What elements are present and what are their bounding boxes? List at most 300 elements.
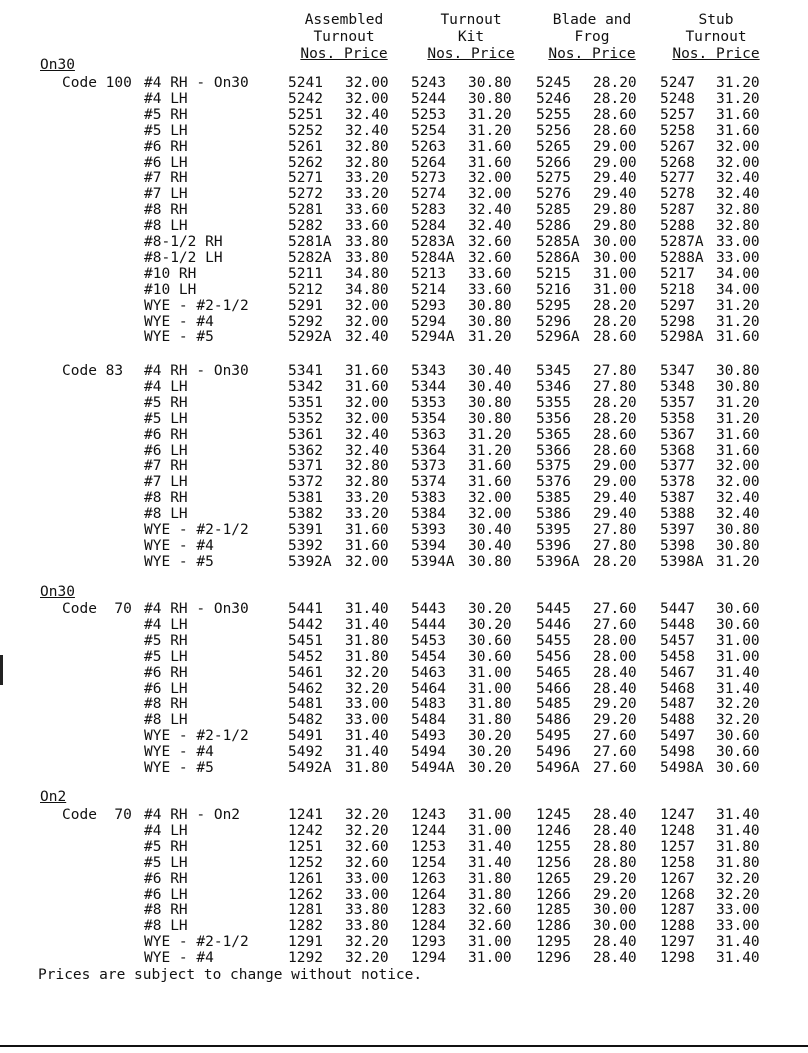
price: 30.60 (716, 601, 760, 617)
catalog-number: 5351 (288, 394, 323, 411)
header-line1: Stub (698, 12, 734, 28)
price: 31.20 (716, 394, 760, 411)
price: 32.20 (716, 696, 760, 713)
catalog-number: 5448 (660, 616, 695, 633)
price: 31.00 (468, 822, 512, 839)
turnout-description: #7 LH (144, 474, 188, 491)
price: 30.80 (716, 537, 760, 554)
catalog-number: 1291 (288, 934, 323, 951)
turnout-description: WYE - #4 (144, 744, 214, 761)
table-row (0, 283, 808, 299)
catalog-number: 5378 (660, 474, 695, 491)
price: 30.60 (716, 760, 760, 776)
price: 29.20 (593, 696, 637, 713)
price: 31.00 (468, 807, 512, 823)
catalog-number: 5257 (660, 106, 695, 123)
price: 31.60 (345, 537, 389, 554)
price: 33.00 (345, 696, 389, 713)
price: 31.40 (345, 616, 389, 633)
price: 32.00 (345, 75, 389, 91)
catalog-number: 5385 (536, 490, 571, 507)
catalog-number: 5253 (411, 106, 446, 123)
price: 32.40 (716, 506, 760, 523)
catalog-number: 5398 (660, 537, 695, 554)
catalog-number: 1298 (660, 950, 695, 967)
catalog-number: 5376 (536, 474, 571, 491)
catalog-number: 1247 (660, 807, 695, 823)
catalog-number: 5441 (288, 601, 323, 617)
price: 33.20 (345, 186, 389, 203)
catalog-number: 5285 (536, 202, 571, 219)
catalog-number: 5488 (660, 712, 695, 729)
catalog-number: 1256 (536, 854, 571, 871)
catalog-number: 5387 (660, 490, 695, 507)
catalog-number: 5273 (411, 170, 446, 187)
price: 30.00 (593, 918, 637, 935)
price: 32.40 (468, 202, 512, 219)
price: 30.00 (593, 902, 637, 919)
price: 29.00 (593, 138, 637, 155)
catalog-number: 5294 (411, 313, 446, 330)
price: 31.60 (716, 106, 760, 123)
turnout-description: #4 RH - On30 (144, 75, 249, 91)
catalog-number: 5298A (660, 329, 704, 346)
catalog-number: 5281A (288, 234, 332, 250)
catalog-number: 1268 (660, 886, 695, 903)
table-row (0, 618, 808, 634)
catalog-number: 5483 (411, 696, 446, 713)
price: 32.20 (345, 807, 389, 823)
price: 31.60 (716, 329, 760, 346)
catalog-number: 1284 (411, 918, 446, 935)
catalog-number: 5468 (660, 680, 695, 697)
turnout-description: WYE - #4 (144, 537, 214, 554)
catalog-number: 5296 (536, 313, 571, 330)
catalog-number: 5291 (288, 297, 323, 314)
price: 28.60 (593, 329, 637, 346)
catalog-number: 5498 (660, 744, 695, 761)
catalog-number: 5216 (536, 281, 571, 298)
turnout-description: #6 LH (144, 886, 188, 903)
price: 30.80 (468, 297, 512, 314)
price: 31.80 (345, 648, 389, 665)
catalog-number: 5256 (536, 122, 571, 139)
table-row (0, 92, 808, 108)
catalog-number: 1262 (288, 886, 323, 903)
catalog-number: 5487 (660, 696, 695, 713)
turnout-description: #6 RH (144, 870, 188, 887)
price: 31.80 (468, 870, 512, 887)
price: 31.60 (468, 154, 512, 171)
price: 31.40 (716, 950, 760, 967)
price: 31.60 (716, 426, 760, 443)
catalog-number: 5395 (536, 522, 571, 538)
catalog-number: 5262 (288, 154, 323, 171)
header-line2: Frog (574, 29, 610, 45)
catalog-number: 5264 (411, 154, 446, 171)
price: 31.40 (716, 680, 760, 697)
catalog-number: 1282 (288, 918, 323, 935)
turnout-description: #8 RH (144, 902, 188, 919)
price: 31.40 (468, 838, 512, 855)
catalog-number: 5458 (660, 648, 695, 665)
table-row (0, 140, 808, 156)
price: 30.40 (468, 378, 512, 395)
turnout-description: #6 RH (144, 138, 188, 155)
catalog-number: 1242 (288, 822, 323, 839)
catalog-number: 5497 (660, 728, 695, 745)
price: 29.00 (593, 474, 637, 491)
header-assembled-turnout (288, 12, 400, 63)
turnout-description: #5 LH (144, 410, 188, 427)
table-row (0, 380, 808, 396)
catalog-number: 5443 (411, 601, 446, 617)
catalog-number: 5356 (536, 410, 571, 427)
price: 31.00 (716, 632, 760, 649)
price: 31.20 (716, 410, 760, 427)
price: 30.40 (468, 522, 512, 538)
catalog-number: 5272 (288, 186, 323, 203)
price: 31.40 (345, 601, 389, 617)
turnout-description: #6 LH (144, 154, 188, 171)
price: 32.00 (345, 410, 389, 427)
turnout-description: #7 RH (144, 458, 188, 475)
catalog-number: 5213 (411, 265, 446, 282)
catalog-number: 5292A (288, 329, 332, 346)
price: 29.00 (593, 458, 637, 475)
catalog-number: 5242 (288, 90, 323, 107)
table-row (0, 856, 808, 872)
table-row (0, 491, 808, 507)
price: 31.60 (716, 122, 760, 139)
price: 32.80 (345, 154, 389, 171)
price: 33.80 (345, 902, 389, 919)
price: 31.40 (345, 744, 389, 761)
catalog-number: 5494A (411, 760, 455, 776)
turnout-description: #5 RH (144, 838, 188, 855)
catalog-number: 5461 (288, 664, 323, 681)
catalog-number: 5467 (660, 664, 695, 681)
catalog-number: 5263 (411, 138, 446, 155)
table-row (0, 124, 808, 140)
price: 28.00 (593, 632, 637, 649)
turnout-description: #6 RH (144, 664, 188, 681)
catalog-number: 5294A (411, 329, 455, 346)
table-row (0, 697, 808, 713)
price: 33.00 (716, 902, 760, 919)
catalog-number: 5281 (288, 202, 323, 219)
catalog-number: 1265 (536, 870, 571, 887)
catalog-number: 5211 (288, 265, 323, 282)
catalog-number: 5451 (288, 632, 323, 649)
catalog-number: 5364 (411, 442, 446, 459)
catalog-number: 5252 (288, 122, 323, 139)
turnout-description: WYE - #2-1/2 (144, 522, 249, 538)
price: 32.20 (716, 886, 760, 903)
catalog-number: 1263 (411, 870, 446, 887)
scan-bottom-rule (0, 1045, 808, 1047)
price: 32.00 (345, 553, 389, 570)
table-row (0, 219, 808, 235)
turnout-description: #4 RH - On30 (144, 601, 249, 617)
catalog-number: 5494 (411, 744, 446, 761)
catalog-number: 1267 (660, 870, 695, 887)
price: 29.20 (593, 886, 637, 903)
catalog-number: 5446 (536, 616, 571, 633)
price: 33.80 (345, 234, 389, 250)
price: 32.00 (716, 154, 760, 171)
price: 27.80 (593, 378, 637, 395)
catalog-number: 5463 (411, 664, 446, 681)
catalog-number: 5246 (536, 90, 571, 107)
price: 30.60 (468, 632, 512, 649)
price: 32.40 (468, 218, 512, 235)
catalog-number: 5492A (288, 760, 332, 776)
price: 32.40 (345, 122, 389, 139)
catalog-number: 5462 (288, 680, 323, 697)
catalog-number: 5357 (660, 394, 695, 411)
price: 27.60 (593, 728, 637, 745)
catalog-number: 5271 (288, 170, 323, 187)
price: 33.20 (345, 170, 389, 187)
turnout-description: #6 RH (144, 426, 188, 443)
turnout-description: WYE - #5 (144, 329, 214, 346)
price: 29.00 (593, 154, 637, 171)
catalog-number: 1296 (536, 950, 571, 967)
table-row (0, 602, 808, 618)
catalog-number: 1287 (660, 902, 695, 919)
table-row (0, 713, 808, 729)
catalog-number: 5282 (288, 218, 323, 235)
catalog-number: 5396 (536, 537, 571, 554)
catalog-number: 5372 (288, 474, 323, 491)
catalog-number: 5374 (411, 474, 446, 491)
catalog-number: 5375 (536, 458, 571, 475)
catalog-number: 5368 (660, 442, 695, 459)
turnout-description: WYE - #2-1/2 (144, 728, 249, 745)
catalog-number: 5393 (411, 522, 446, 538)
catalog-number: 5343 (411, 363, 446, 379)
price: 31.80 (345, 632, 389, 649)
catalog-number: 5265 (536, 138, 571, 155)
catalog-number: 5464 (411, 680, 446, 697)
catalog-number: 5251 (288, 106, 323, 123)
catalog-number: 1251 (288, 838, 323, 855)
catalog-number: 5261 (288, 138, 323, 155)
price: 31.80 (468, 886, 512, 903)
price: 30.80 (716, 522, 760, 538)
catalog-number: 5371 (288, 458, 323, 475)
catalog-number: 5266 (536, 154, 571, 171)
price: 31.40 (716, 822, 760, 839)
catalog-number: 5495 (536, 728, 571, 745)
catalog-number: 5466 (536, 680, 571, 697)
price: 31.00 (716, 648, 760, 665)
table-row (0, 428, 808, 444)
price: 32.60 (345, 854, 389, 871)
turnout-description: WYE - #5 (144, 760, 214, 776)
turnout-description: #5 RH (144, 394, 188, 411)
price: 32.00 (468, 506, 512, 523)
table-row (0, 267, 808, 283)
catalog-number: 5493 (411, 728, 446, 745)
price: 31.60 (345, 378, 389, 395)
price: 31.20 (468, 329, 512, 346)
price: 30.60 (716, 616, 760, 633)
header-nos-price: Nos. Price (427, 46, 515, 62)
catalog-number: 1255 (536, 838, 571, 855)
turnout-description: #7 LH (144, 186, 188, 203)
catalog-number: 5397 (660, 522, 695, 538)
catalog-number: 5365 (536, 426, 571, 443)
price: 33.60 (468, 265, 512, 282)
turnout-description: #8 RH (144, 490, 188, 507)
catalog-number: 1258 (660, 854, 695, 871)
turnout-description: #5 LH (144, 648, 188, 665)
price: 33.20 (345, 506, 389, 523)
section-label: On30 (40, 584, 75, 600)
price: 32.80 (345, 138, 389, 155)
price: 31.60 (345, 363, 389, 379)
catalog-number: 5361 (288, 426, 323, 443)
table-row (0, 951, 808, 967)
price: 33.00 (716, 234, 760, 250)
catalog-number: 5292 (288, 313, 323, 330)
catalog-number: 5295 (536, 297, 571, 314)
table-row (0, 251, 808, 267)
price: 30.80 (468, 410, 512, 427)
catalog-number: 5485 (536, 696, 571, 713)
catalog-number: 5358 (660, 410, 695, 427)
catalog-number: 5258 (660, 122, 695, 139)
catalog-number: 5287A (660, 234, 704, 250)
price: 28.20 (593, 75, 637, 91)
price: 31.20 (716, 75, 760, 91)
price: 32.20 (716, 870, 760, 887)
price: 30.80 (468, 90, 512, 107)
price: 31.20 (716, 297, 760, 314)
price: 30.60 (716, 744, 760, 761)
turnout-description: #5 RH (144, 632, 188, 649)
price: 32.20 (716, 712, 760, 729)
price: 31.00 (593, 281, 637, 298)
price: 30.80 (468, 75, 512, 91)
catalog-number: 1254 (411, 854, 446, 871)
header-line1: Turnout (440, 12, 502, 28)
price: 33.00 (716, 249, 760, 266)
catalog-number: 1297 (660, 934, 695, 951)
catalog-number: 5388 (660, 506, 695, 523)
price: 33.00 (345, 886, 389, 903)
catalog-number: 1257 (660, 838, 695, 855)
price: 31.60 (716, 442, 760, 459)
price: 33.60 (345, 218, 389, 235)
price: 31.60 (468, 458, 512, 475)
price: 31.40 (716, 807, 760, 823)
price: 32.40 (716, 186, 760, 203)
catalog-number: 5391 (288, 522, 323, 538)
price: 31.20 (716, 313, 760, 330)
catalog-number: 5267 (660, 138, 695, 155)
header-stub-turnout (660, 12, 772, 63)
catalog-number: 5348 (660, 378, 695, 395)
catalog-number: 5452 (288, 648, 323, 665)
table-row (0, 396, 808, 412)
price: 29.40 (593, 186, 637, 203)
price: 27.60 (593, 760, 637, 776)
price: 31.60 (468, 138, 512, 155)
turnout-description: WYE - #2-1/2 (144, 297, 249, 314)
table-row (0, 507, 808, 523)
price: 31.40 (345, 728, 389, 745)
turnout-description: #4 LH (144, 378, 188, 395)
price: 31.80 (716, 838, 760, 855)
catalog-number: 5218 (660, 281, 695, 298)
catalog-number: 5341 (288, 363, 323, 379)
turnout-description: #4 LH (144, 822, 188, 839)
table-row (0, 729, 808, 745)
catalog-number: 1253 (411, 838, 446, 855)
price: 32.80 (345, 458, 389, 475)
table-row (0, 235, 808, 251)
catalog-number: 1252 (288, 854, 323, 871)
price: 31.00 (468, 664, 512, 681)
price: 32.40 (345, 442, 389, 459)
table-row (0, 745, 808, 761)
turnout-description: WYE - #2-1/2 (144, 934, 249, 951)
rail-code: Code 70 (62, 601, 132, 617)
catalog-number: 5347 (660, 363, 695, 379)
price: 31.60 (345, 522, 389, 538)
price: 31.40 (468, 854, 512, 871)
catalog-number: 1285 (536, 902, 571, 919)
catalog-number: 5344 (411, 378, 446, 395)
table-row (0, 171, 808, 187)
price: 27.60 (593, 744, 637, 761)
table-row (0, 523, 808, 539)
table-row (0, 203, 808, 219)
price: 31.20 (716, 553, 760, 570)
catalog-number: 5382 (288, 506, 323, 523)
price: 28.80 (593, 838, 637, 855)
turnout-description: #8 LH (144, 918, 188, 935)
price: 32.20 (345, 664, 389, 681)
table-row (0, 364, 808, 380)
header-nos-price: Nos. Price (548, 46, 636, 62)
price: 32.00 (468, 186, 512, 203)
price: 29.20 (593, 870, 637, 887)
header-nos-price: Nos. Price (300, 46, 388, 62)
catalog-number: 5298 (660, 313, 695, 330)
price: 28.60 (593, 426, 637, 443)
turnout-description: #4 RH - On30 (144, 363, 249, 379)
price: 31.20 (716, 90, 760, 107)
price: 30.20 (468, 760, 512, 776)
catalog-number: 1248 (660, 822, 695, 839)
price: 27.60 (593, 616, 637, 633)
catalog-number: 5398A (660, 553, 704, 570)
price: 30.40 (468, 537, 512, 554)
catalog-number: 5243 (411, 75, 446, 91)
catalog-number: 1246 (536, 822, 571, 839)
catalog-number: 1261 (288, 870, 323, 887)
price: 31.20 (468, 106, 512, 123)
price: 33.20 (345, 490, 389, 507)
table-row (0, 935, 808, 951)
catalog-number: 1244 (411, 822, 446, 839)
price: 31.80 (468, 712, 512, 729)
price: 32.40 (345, 426, 389, 443)
